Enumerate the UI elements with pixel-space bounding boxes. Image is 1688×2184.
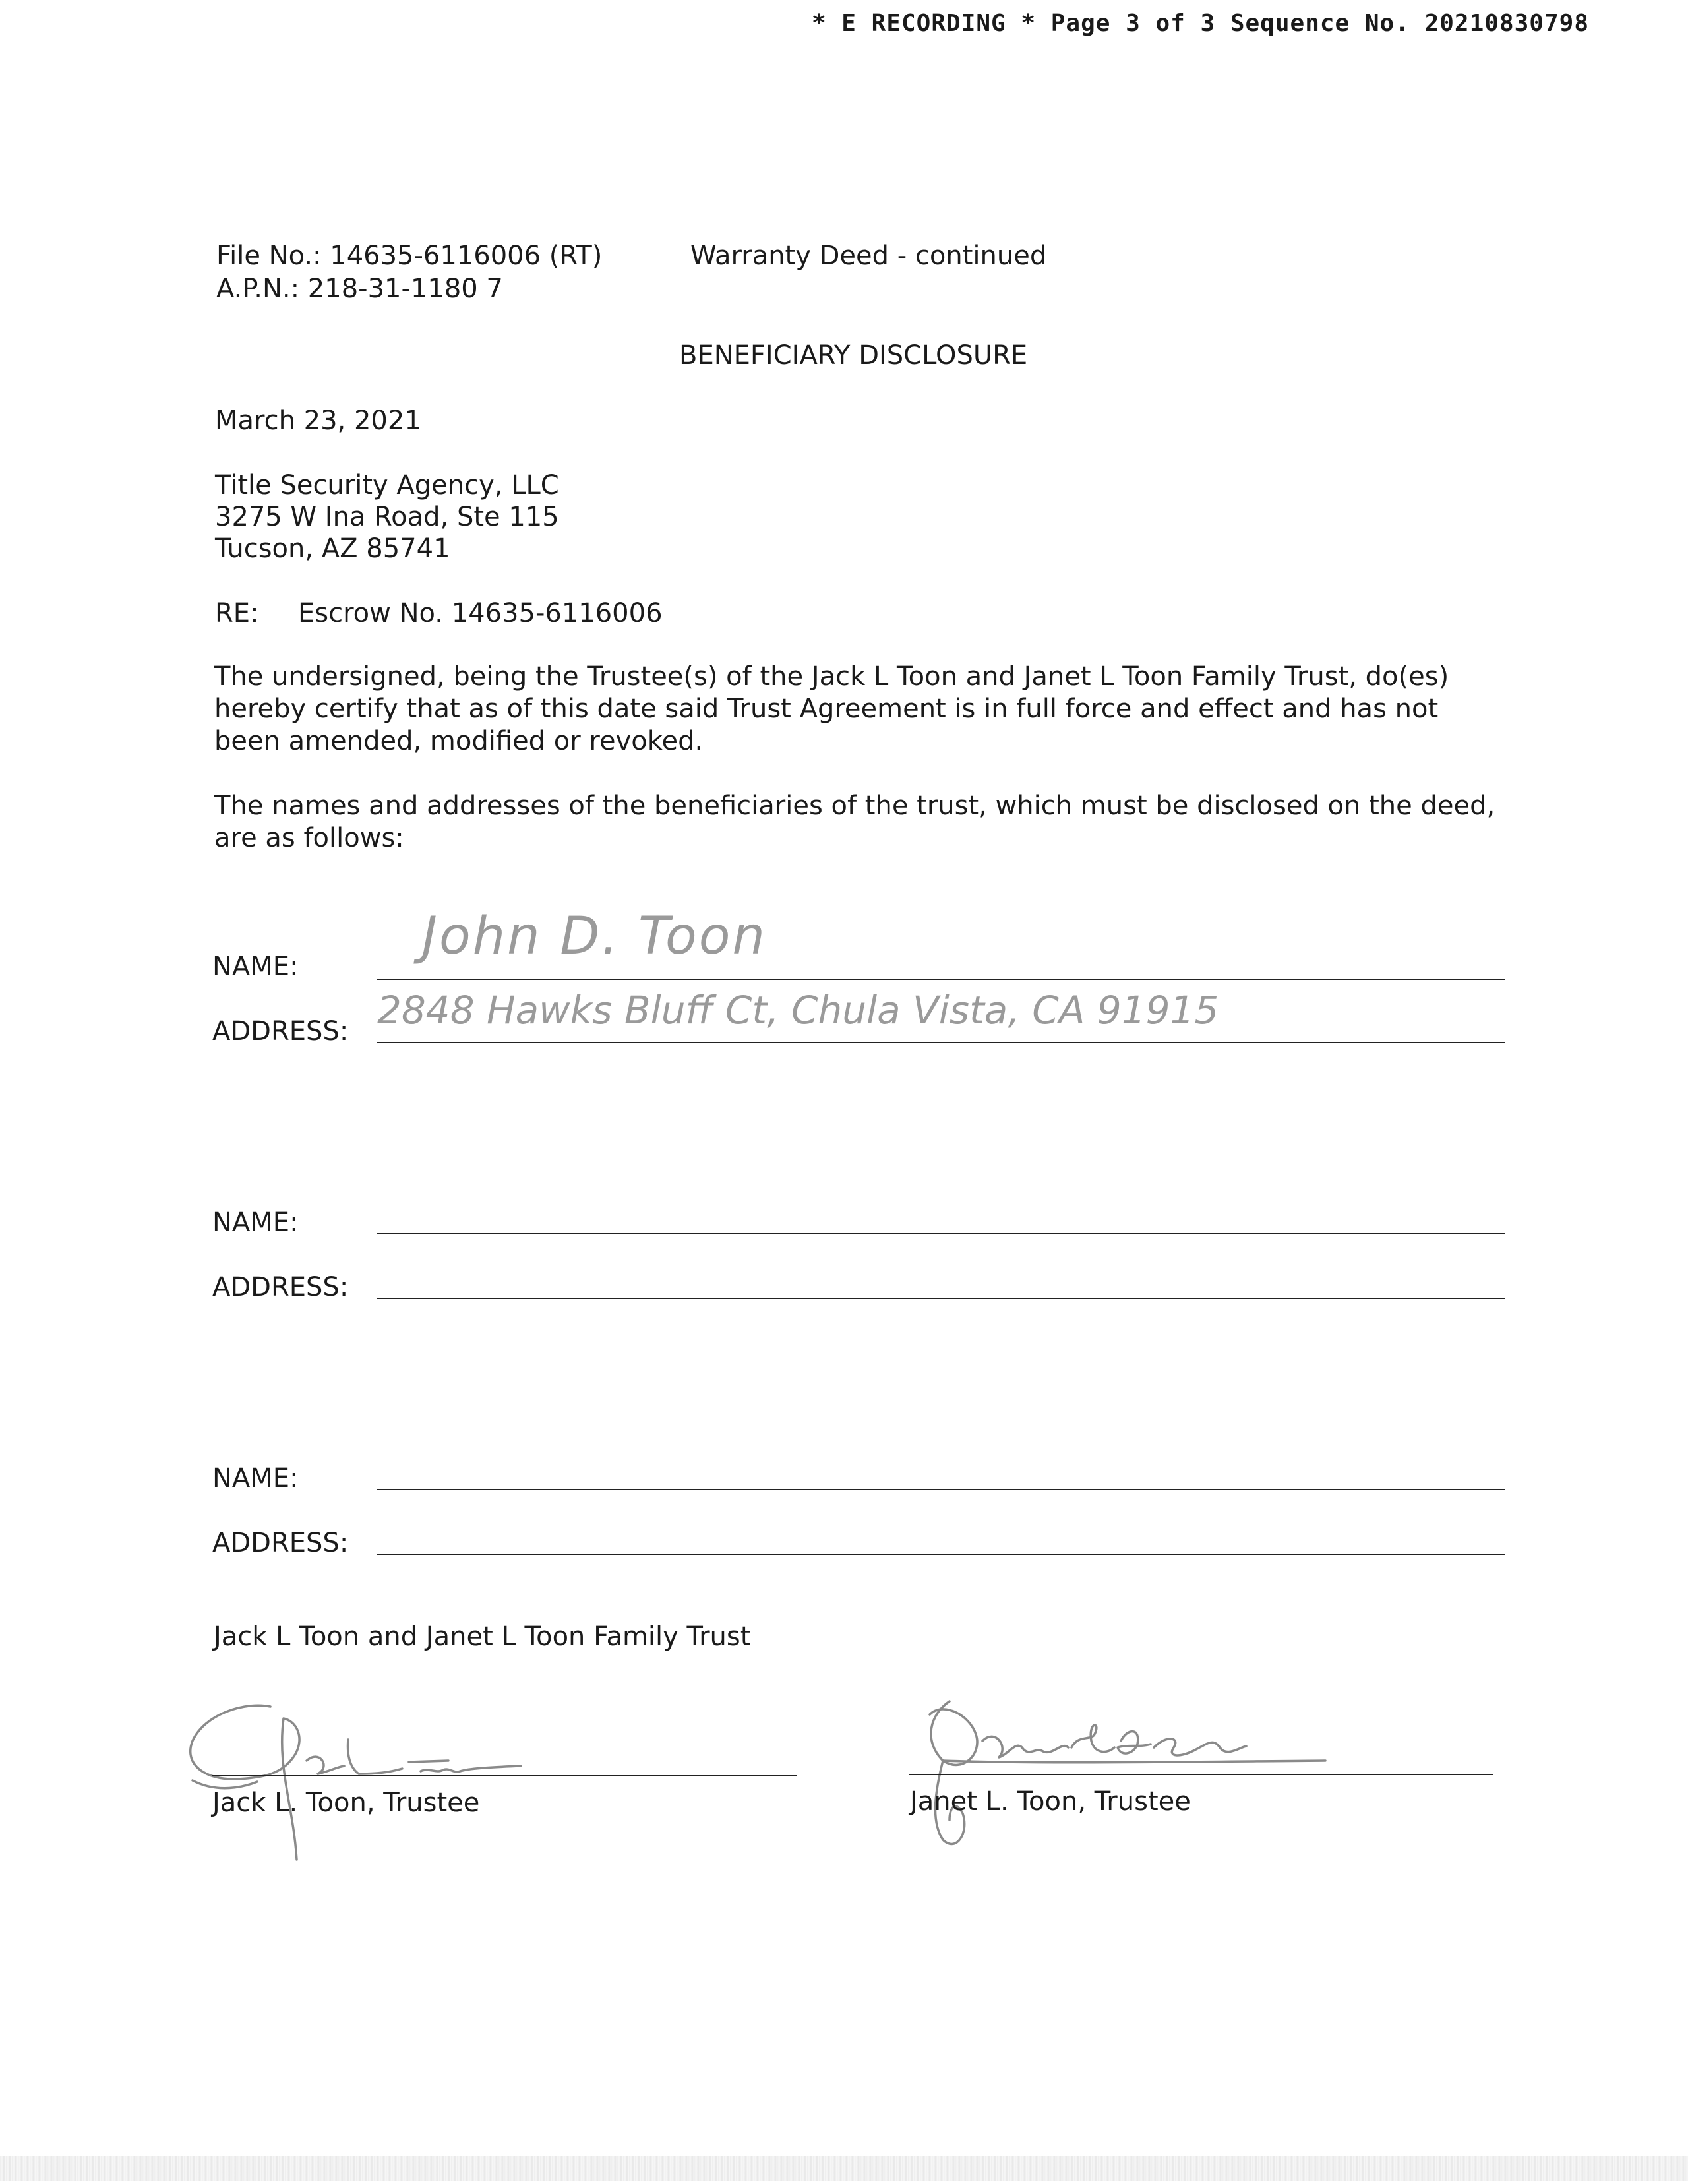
janet-toon-signature bbox=[903, 1675, 1365, 1860]
address-line bbox=[377, 1042, 1505, 1043]
address-line bbox=[377, 1554, 1505, 1555]
recording-header: * E RECORDING * Page 3 of 3 Sequence No. 20210830798 bbox=[811, 10, 1589, 37]
file-number: File No.: 14635-6116006 (RT) bbox=[216, 241, 603, 271]
handwritten-name: John D. Toon bbox=[422, 907, 767, 966]
signature-line-jack bbox=[212, 1775, 797, 1776]
signature-line-janet bbox=[909, 1774, 1493, 1775]
addressee-name: Title Security Agency, LLC bbox=[215, 470, 559, 501]
name-label: NAME: bbox=[212, 952, 299, 982]
letter-date: March 23, 2021 bbox=[215, 406, 421, 436]
address-label: ADDRESS: bbox=[212, 1528, 349, 1558]
apn-number: A.P.N.: 218-31-1180 7 bbox=[216, 274, 503, 304]
name-label: NAME: bbox=[212, 1463, 299, 1494]
name-line bbox=[377, 979, 1505, 980]
signer-caption-janet: Janet L. Toon, Trustee bbox=[910, 1786, 1191, 1817]
handwritten-address: 2848 Hawks Bluff Ct, Chula Vista, CA 91915 bbox=[377, 988, 1219, 1033]
disclosure-paragraph: The names and addresses of the beneficiaries of the trust, which must be disclosed on the deed, are as follows: bbox=[214, 791, 1495, 853]
name-label: NAME: bbox=[212, 1207, 299, 1238]
name-line bbox=[377, 1489, 1505, 1490]
address-label: ADDRESS: bbox=[212, 1272, 349, 1302]
trust-name: Jack L Toon and Janet L Toon Family Trust bbox=[214, 1622, 751, 1652]
signer-caption-jack: Jack L. Toon, Trustee bbox=[212, 1788, 480, 1818]
address-line bbox=[377, 1298, 1505, 1299]
addressee-street: 3275 W Ina Road, Ste 115 bbox=[215, 502, 559, 532]
document-title: BENEFICIARY DISCLOSURE bbox=[679, 340, 1028, 371]
continuation-note: Warranty Deed - continued bbox=[690, 241, 1047, 271]
name-line bbox=[377, 1233, 1505, 1234]
certification-paragraph: The undersigned, being the Trustee(s) of the Jack L Toon and Janet L Toon Family Trust, do(es) hereby certify that as of this date said Trust Agreement is in full force and effect and has not been amended, modified or revoked. bbox=[214, 661, 1449, 756]
scan-edge-artifact bbox=[0, 2156, 1688, 2181]
escrow-number: Escrow No. 14635-6116006 bbox=[298, 598, 663, 628]
jack-toon-signature bbox=[178, 1675, 640, 1873]
address-label: ADDRESS: bbox=[212, 1016, 349, 1046]
addressee-city: Tucson, AZ 85741 bbox=[215, 533, 450, 564]
re-label: RE: bbox=[215, 598, 259, 628]
